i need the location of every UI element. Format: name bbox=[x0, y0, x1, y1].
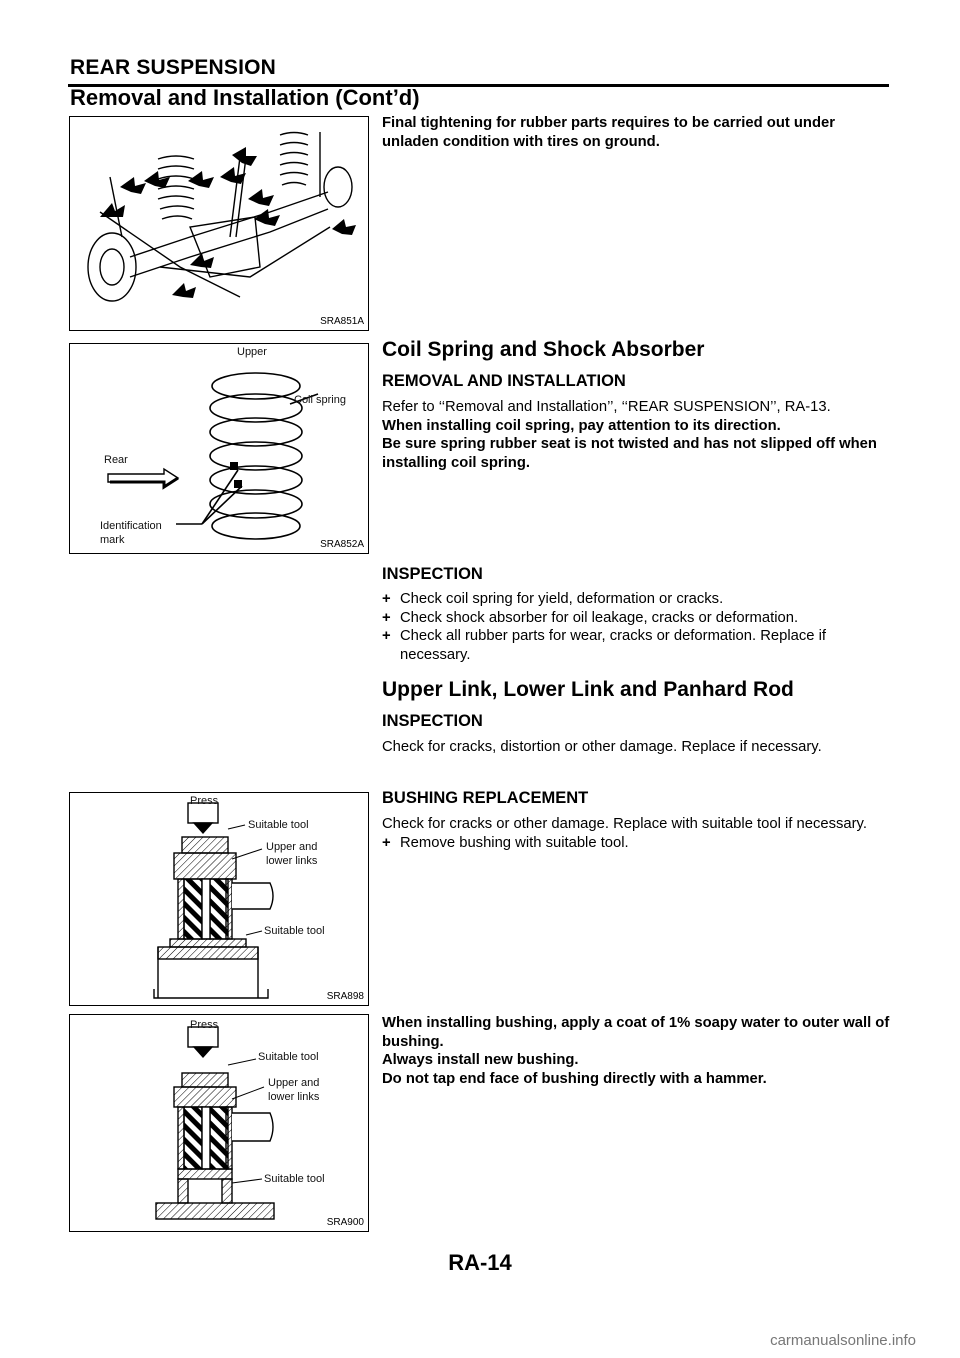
figure-code: SRA898 bbox=[326, 991, 364, 1002]
label-lower-links: lower links bbox=[268, 1091, 320, 1103]
removal-note-seat: Be sure spring rubber seat is not twisted and has not slipped off when installing coil spring. bbox=[382, 436, 877, 471]
coil-spring-heading: Coil Spring and Shock Absorber bbox=[382, 338, 705, 361]
figure-sra900 bbox=[69, 1014, 369, 1232]
figure-code: SRA900 bbox=[326, 1217, 364, 1228]
list-item: + Remove bushing with suitable tool. bbox=[382, 834, 629, 851]
inspection-heading: INSPECTION bbox=[382, 565, 483, 583]
figure-sra852a bbox=[69, 343, 369, 554]
inspection-list bbox=[382, 590, 890, 664]
bushing-text: Check for cracks or other damage. Replace with suitable tool if necessary. bbox=[382, 816, 867, 832]
label-upper: Upper bbox=[237, 346, 267, 358]
final-tightening-note: Final tightening for rubber parts requires to be carried out under unladen condition with tires on ground. bbox=[382, 115, 835, 150]
label-lower-links: lower links bbox=[266, 855, 318, 867]
install-note-no-hammer: Do not tap end face of bushing directly with a hammer. bbox=[382, 1070, 767, 1087]
install-note-new-bushing: Always install new bushing. bbox=[382, 1052, 579, 1068]
watermark: carmanualsonline.info bbox=[770, 1332, 916, 1349]
figure-code: SRA852A bbox=[320, 539, 364, 550]
list-item: + Check all rubber parts for wear, cracks or deformation. Replace if necessary. bbox=[382, 628, 827, 663]
label-mark: mark bbox=[100, 534, 125, 546]
label-coil-spring: Coil spring bbox=[294, 394, 346, 406]
install-notes bbox=[382, 1014, 890, 1088]
page-subtitle: Removal and Installation (Cont’d) bbox=[70, 85, 420, 110]
links-inspection-text: Check for cracks, distortion or other damage. Replace if necessary. bbox=[382, 739, 822, 755]
removal-reference: Refer to ‘‘Removal and Installation’’, ‘‘REAR SUSPENSION’’, RA-13. bbox=[382, 399, 831, 415]
label-suitable-tool-bottom: Suitable tool bbox=[264, 925, 325, 937]
figure-sra898 bbox=[69, 792, 369, 1006]
removal-heading: REMOVAL AND INSTALLATION bbox=[382, 372, 626, 390]
label-suitable-tool-top: Suitable tool bbox=[258, 1051, 319, 1063]
label-suitable-tool-top: Suitable tool bbox=[248, 819, 309, 831]
bushing-list bbox=[382, 834, 890, 853]
bushing-removal-drawing bbox=[70, 793, 368, 1005]
page-number: RA-14 bbox=[448, 1250, 512, 1275]
bushing-body bbox=[382, 815, 890, 852]
section-title: REAR SUSPENSION bbox=[70, 56, 277, 79]
removal-body bbox=[382, 398, 890, 472]
links-heading: Upper Link, Lower Link and Panhard Rod bbox=[382, 678, 794, 701]
list-item: + Check coil spring for yield, deformation or cracks. bbox=[382, 591, 724, 607]
install-note-soapy-water: When installing bushing, apply a coat of 1% soapy water to outer wall of bushing. bbox=[382, 1015, 890, 1050]
removal-note-direction: When installing coil spring, pay attention to its direction. bbox=[382, 417, 781, 434]
label-suitable-tool-bottom: Suitable tool bbox=[264, 1173, 325, 1185]
figure-sra851a bbox=[69, 116, 369, 331]
links-inspection-heading: INSPECTION bbox=[382, 712, 483, 730]
suspension-assembly-drawing bbox=[70, 117, 368, 330]
list-item: + Check shock absorber for oil leakage, cracks or deformation. bbox=[382, 609, 799, 626]
bushing-installation-drawing bbox=[70, 1015, 368, 1231]
bushing-heading: BUSHING REPLACEMENT bbox=[382, 789, 589, 807]
label-identification: Identification bbox=[100, 520, 162, 532]
label-upper-and: Upper and bbox=[268, 1077, 320, 1089]
label-rear: Rear bbox=[104, 454, 128, 466]
label-press: Press bbox=[190, 1019, 219, 1031]
label-press: Press bbox=[190, 795, 219, 807]
label-upper-and: Upper and bbox=[266, 841, 318, 853]
figure-code: SRA851A bbox=[320, 316, 364, 327]
